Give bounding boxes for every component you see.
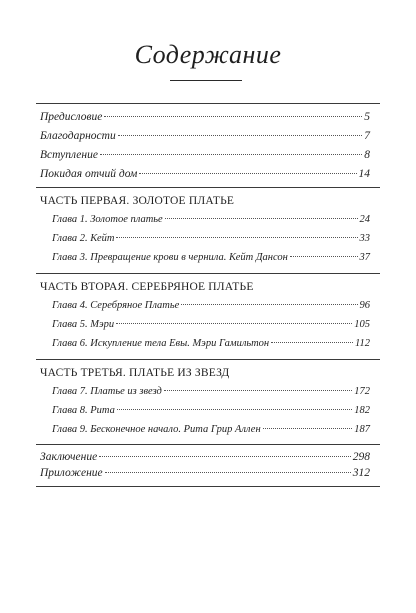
divider [36, 444, 380, 445]
leader-dots [181, 304, 357, 305]
entry-title: Глава 3. Превращение крови в чернила. Кейт Дансон [52, 252, 288, 263]
entry-page: 96 [359, 300, 370, 311]
entry-title: Глава 6. Искупление тела Евы. Мэри Гамильтон [52, 338, 270, 349]
leader-dots [104, 116, 362, 117]
toc-entry-acknowledgements[interactable] [40, 129, 370, 143]
toc-entry-chapter[interactable] [52, 213, 370, 227]
part-heading: ЧАСТЬ ТРЕТЬЯ. ПЛАТЬЕ ИЗ ЗВЕЗД [40, 367, 230, 379]
toc-entry-chapter[interactable] [52, 299, 370, 313]
entry-page: 105 [354, 319, 370, 330]
toc-entry-appendix[interactable] [40, 466, 370, 480]
leader-dots [117, 409, 352, 410]
entry-title: Благодарности [40, 130, 116, 142]
leader-dots [105, 472, 351, 473]
leader-dots [263, 428, 353, 429]
leader-dots [116, 237, 357, 238]
entry-title: Глава 1. Золотое платье [52, 214, 163, 225]
divider [36, 273, 380, 274]
toc-entry-introduction[interactable] [40, 148, 370, 162]
leader-dots [100, 154, 362, 155]
entry-page: 33 [359, 233, 370, 244]
entry-title: Покидая отчий дом [40, 168, 138, 180]
entry-title: Приложение [40, 467, 103, 479]
leader-dots [99, 456, 351, 457]
entry-page: 172 [354, 386, 370, 397]
entry-title: Предисловие [40, 111, 103, 123]
leader-dots [271, 342, 353, 343]
divider [36, 187, 380, 188]
toc-entry-chapter[interactable] [52, 251, 370, 265]
leader-dots [139, 173, 356, 174]
entry-page: 14 [358, 168, 370, 180]
entry-title: Глава 8. Рита [52, 405, 115, 416]
entry-title: Глава 2. Кейт [52, 233, 115, 244]
entry-page: 298 [352, 451, 370, 463]
leader-dots [164, 390, 352, 391]
entry-title: Глава 9. Бесконечное начало. Рита Грир Аллен [52, 424, 261, 435]
part-heading: ЧАСТЬ ВТОРАЯ. СЕРЕБРЯНОЕ ПЛАТЬЕ [40, 281, 254, 293]
entry-page: 7 [364, 130, 370, 142]
divider [36, 359, 380, 360]
entry-page: 112 [355, 338, 370, 349]
entry-title: Вступление [40, 149, 98, 161]
entry-page: 8 [364, 149, 370, 161]
divider [36, 103, 380, 104]
leader-dots [290, 256, 358, 257]
toc-entry-conclusion[interactable] [40, 450, 370, 464]
part-heading: ЧАСТЬ ПЕРВАЯ. ЗОЛОТОЕ ПЛАТЬЕ [40, 195, 235, 207]
toc-entry-preface[interactable] [40, 110, 370, 124]
leader-dots [165, 218, 358, 219]
entry-title: Заключение [40, 451, 98, 463]
toc-entry-chapter[interactable] [52, 318, 370, 332]
toc-entry-chapter[interactable] [52, 232, 370, 246]
toc-entry-chapter[interactable] [52, 385, 370, 399]
entry-page: 24 [359, 214, 370, 225]
divider [36, 486, 380, 487]
leader-dots [118, 135, 363, 136]
entry-title: Глава 4. Серебряное Платье [52, 300, 180, 311]
toc-entry-chapter[interactable] [52, 423, 370, 437]
entry-title: Глава 7. Платье из звезд [52, 386, 162, 397]
toc-entry-chapter[interactable] [52, 404, 370, 418]
entry-page: 37 [359, 252, 370, 263]
leader-dots [116, 323, 352, 324]
page-title: Содержание [134, 40, 282, 69]
entry-title: Глава 5. Мэри [52, 319, 115, 330]
toc-entry-chapter[interactable] [52, 337, 370, 351]
title-underline [170, 80, 242, 81]
entry-page: 312 [352, 467, 370, 479]
toc-entry-leaving-home[interactable] [40, 167, 370, 181]
entry-page: 182 [354, 405, 370, 416]
entry-page: 187 [354, 424, 370, 435]
entry-page: 5 [364, 111, 370, 123]
